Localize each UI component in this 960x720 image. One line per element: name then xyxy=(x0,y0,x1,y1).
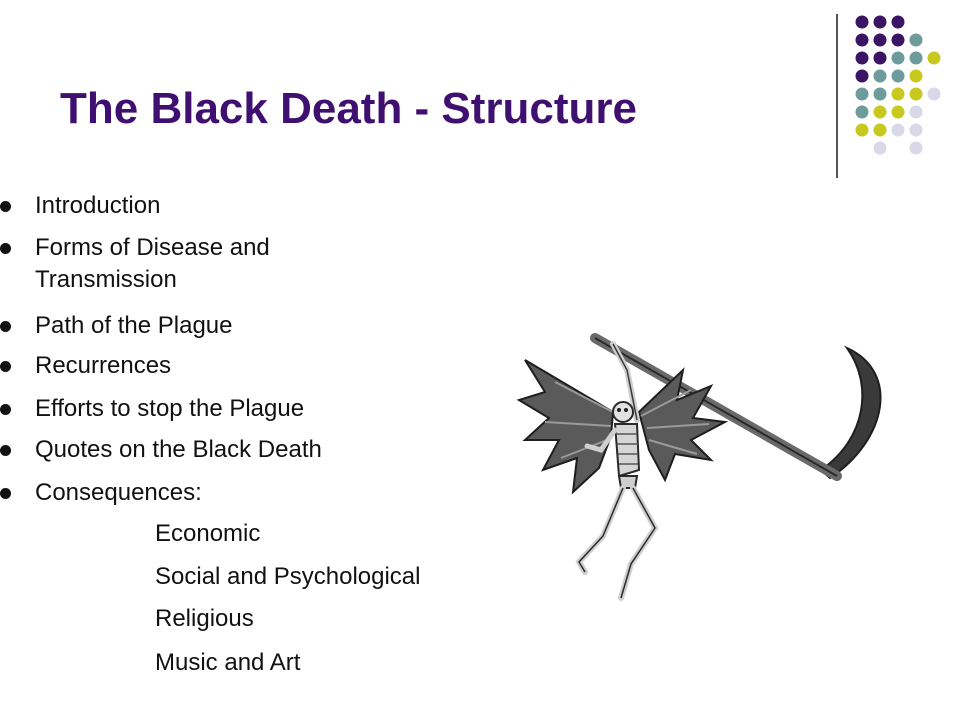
winged-skeleton-scythe-icon xyxy=(515,300,885,610)
decor-dot xyxy=(856,124,869,137)
bullet-text: Recurrences xyxy=(35,352,172,379)
decor-dot xyxy=(892,34,905,47)
decor-dot xyxy=(910,142,923,155)
bullet-icon xyxy=(0,361,11,372)
decor-dot xyxy=(892,52,905,65)
decor-dot xyxy=(910,88,923,101)
decor-dot xyxy=(874,142,887,155)
decor-dot xyxy=(892,16,905,29)
decor-dot xyxy=(874,16,887,29)
decor-dot xyxy=(892,124,905,137)
decor-dot xyxy=(874,70,887,83)
decor-dot xyxy=(874,124,887,137)
decor-dot xyxy=(856,70,869,83)
decor-dot xyxy=(856,106,869,119)
decor-dot xyxy=(874,106,887,119)
decor-dot xyxy=(910,70,923,83)
bullet-icon xyxy=(0,488,11,499)
decor-dot xyxy=(910,106,923,119)
decor-dot xyxy=(910,52,923,65)
sub-item: Religious xyxy=(155,605,254,632)
decor-dot xyxy=(892,70,905,83)
bullet-text: Quotes on the Black Death xyxy=(35,436,322,463)
bullet-icon xyxy=(0,243,11,254)
decor-dot xyxy=(910,34,923,47)
decor-dot xyxy=(856,88,869,101)
bullet-text: Introduction xyxy=(35,192,161,219)
decor-dot xyxy=(910,124,923,137)
decor-dot xyxy=(928,52,941,65)
decor-dot xyxy=(928,88,941,101)
slide-title: The Black Death - Structure xyxy=(60,84,638,133)
decor-dot xyxy=(856,34,869,47)
bullet-icon xyxy=(0,321,11,332)
sub-item: Music and Art xyxy=(155,649,301,676)
sub-item: Social and Psychological xyxy=(155,563,421,590)
decor-dot xyxy=(874,88,887,101)
decor-dot xyxy=(892,88,905,101)
bullet-icon xyxy=(0,445,11,456)
decor-dot xyxy=(856,16,869,29)
sub-item: Economic xyxy=(155,520,261,547)
bullet-text: Forms of Disease and Transmission xyxy=(35,234,270,293)
bullet-text: Consequences: xyxy=(35,479,202,506)
decor-dot xyxy=(874,34,887,47)
bullet-text: Path of the Plague xyxy=(35,312,233,339)
decor-dot xyxy=(856,52,869,65)
bullet-text: Efforts to stop the Plague xyxy=(35,395,305,422)
decor-dot xyxy=(874,52,887,65)
decor-dot xyxy=(892,106,905,119)
bullet-icon xyxy=(0,404,11,415)
bullet-icon xyxy=(0,201,11,212)
